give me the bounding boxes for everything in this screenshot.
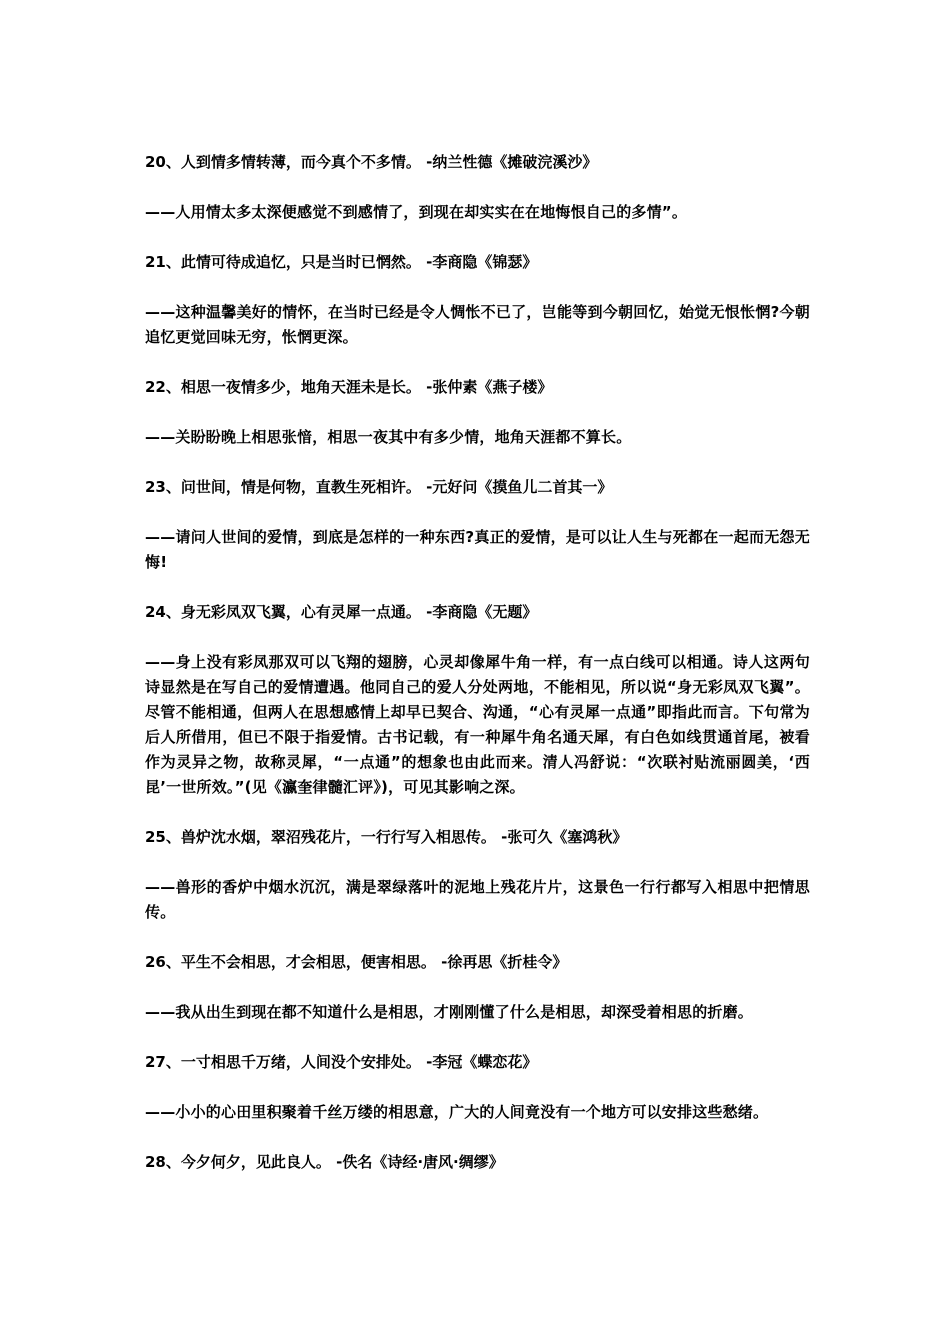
entry-title: 20、人到情多情转薄，而今真个不多情。 -纳兰性德《摊破浣溪沙》 (145, 153, 598, 171)
entry-28 (145, 1150, 810, 1175)
entry-note: ——兽形的香炉中烟水沉沉，满是翠绿落叶的泥地上残花片片，这景色一行行都写入相思中把情思传。 (145, 878, 810, 921)
document-page (145, 150, 810, 1200)
entry-note: ——请问人世间的爱情，到底是怎样的一种东西?真正的爱情，是可以让人生与死都在一起而无怨无悔! (145, 528, 810, 571)
entry-title: 27、一寸相思千万绪，人间没个安排处。 -李冠《蝶恋花》 (145, 1053, 538, 1071)
entry-note: ——身上没有彩凤那双可以飞翔的翅膀，心灵却像犀牛角一样，有一点白线可以相通。诗人这两句诗显然是在写自己的爱情遭遇。他同自己的爱人分处两地，不能相见，所以说“身无彩凤双飞翼”。尽管不能相通，但两人在思想感情上却早已契合、沟通，“心有灵犀一点通”即指此而言。下句常为后人所借用，但已不限于指爱情。古书记载，有一种犀牛角名通天犀，有白色如线贯通首尾，被看作为灵异之物，故称灵犀，“一点通”的想象也由此而来。清人冯舒说：“次联衬贴流丽圆美，‘西昆’一世所效。”(见《瀛奎律髓汇评》)，可见其影响之深。 (145, 653, 810, 796)
entry-note: ——人用情太多太深便感觉不到感情了，到现在却实实在在地悔恨自己的多情”。 (145, 203, 688, 221)
entry-title: 24、身无彩凤双飞翼，心有灵犀一点通。 -李商隐《无题》 (145, 603, 538, 621)
entry-title: 21、此情可待成追忆，只是当时已惘然。 -李商隐《锦瑟》 (145, 253, 538, 271)
entry-20 (145, 150, 810, 225)
entry-25 (145, 825, 810, 925)
entry-26 (145, 950, 810, 1025)
entry-title: 23、问世间，情是何物，直教生死相许。 -元好问《摸鱼儿二首其一》 (145, 478, 613, 496)
entry-27 (145, 1050, 810, 1125)
entry-title: 28、今夕何夕，见此良人。 -佚名《诗经·唐风·绸缪》 (145, 1153, 504, 1171)
entry-note: ——这种温馨美好的情怀，在当时已经是令人惆怅不已了，岂能等到今朝回忆，始觉无恨怅惘?今朝追忆更觉回味无穷，怅惘更深。 (145, 303, 810, 346)
entry-note: ——小小的心田里积聚着千丝万缕的相思意，广大的人间竟没有一个地方可以安排这些愁绪。 (145, 1103, 769, 1121)
entry-note: ——关盼盼晚上相思张愔，相思一夜其中有多少情，地角天涯都不算长。 (145, 428, 632, 446)
entry-22 (145, 375, 810, 450)
entry-21 (145, 250, 810, 350)
entry-24 (145, 600, 810, 800)
entry-title: 25、兽炉沈水烟，翠沼残花片，一行行写入相思传。 -张可久《塞鸿秋》 (145, 828, 628, 846)
entry-title: 26、平生不会相思，才会相思，便害相思。 -徐再思《折桂令》 (145, 953, 568, 971)
entry-title: 22、相思一夜情多少，地角天涯未是长。 -张仲素《燕子楼》 (145, 378, 553, 396)
entry-note: ——我从出生到现在都不知道什么是相思，才刚刚懂了什么是相思，却深受着相思的折磨。 (145, 1003, 754, 1021)
entry-23 (145, 475, 810, 575)
